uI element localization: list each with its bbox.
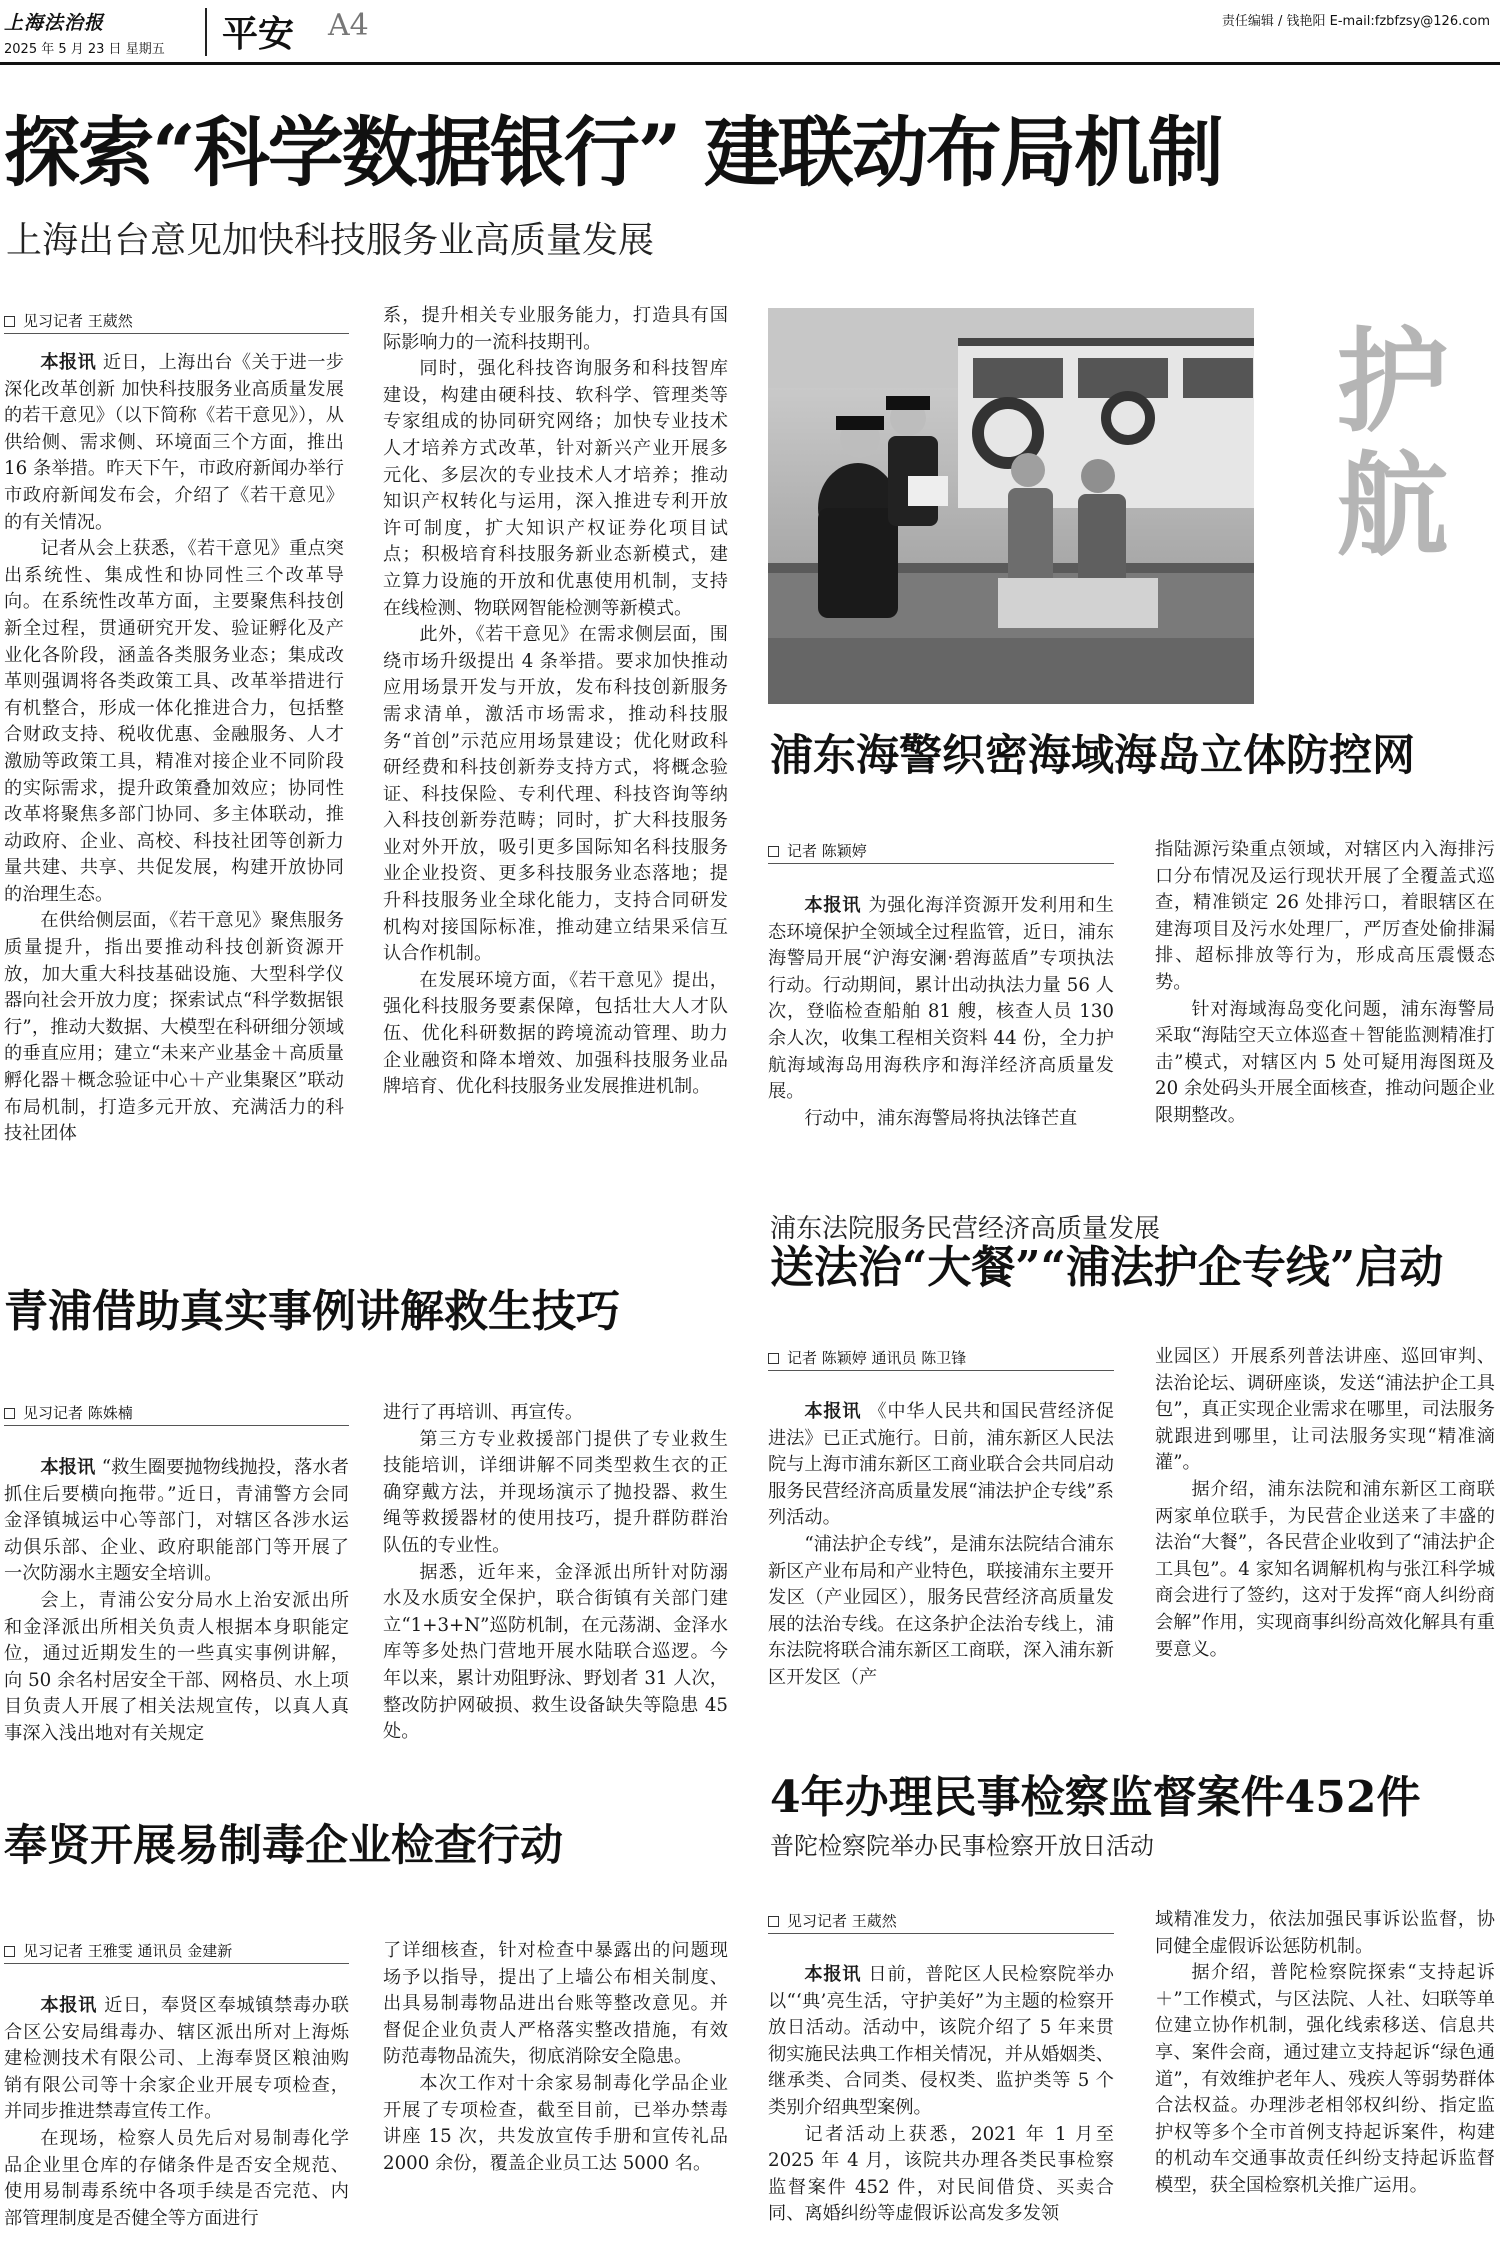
article-paragraph (383, 2071, 728, 2177)
paragraph-text: 系，提升相关专业服务能力，打造具有国际影响力的一流科技期刊。 (383, 305, 728, 353)
photo-story-col-1 (768, 893, 1114, 1132)
dateline-lead: 本报讯 (804, 1401, 869, 1422)
court-col-1 (768, 1399, 1114, 1692)
paragraph-text: 据介绍，浦东法院和浦东新区工商联两家单位联手，为民营企业送来了丰盛的法治“大餐”，各民营企业收到了“浦法护企工具包”。4 家知名调解机构与张江科学城商会进行了签约，这对于发挥“商人纠纷商会解”作用，实现商事纠纷高效化解具有重要意义。 (1155, 1478, 1495, 1660)
photo-story-byline: 记者 陈颖婷 (768, 838, 1114, 864)
putuo-col-2 (1155, 1907, 1495, 2200)
paragraph-text: 了详细核查，针对检查中暴露出的问题现场予以指导，提出了上墙公布相关制度、出具易制毒物品进出台账等整改意见。并督促企业负责人严格落实整改措施，有效防范毒物品流失，彻底消除安全隐患。 (383, 1940, 728, 2068)
lead-byline: 见习记者 王葳然 (4, 308, 349, 334)
article-paragraph (4, 350, 344, 536)
court-kicker: 浦东法院服务民营经济高质量发展 (770, 1214, 1161, 1244)
masthead-rule (0, 62, 1500, 65)
photo-story-col-2 (1155, 837, 1495, 1130)
lead-col-2 (383, 303, 728, 1101)
byline-box-icon (4, 316, 15, 327)
article-paragraph (1155, 837, 1495, 997)
paper-name: 上海法治报 (4, 12, 105, 34)
page-number: A4 (328, 8, 369, 43)
masthead-divider (205, 8, 207, 56)
paragraph-text: 域精准发力，依法加强民事诉讼监督，协同健全虚假诉讼惩防机制。 (1155, 1909, 1495, 1957)
article-paragraph (1155, 1960, 1495, 2199)
editor-info: 责任编辑 / 钱艳阳 E-mail:fzbfzsy@126.com (1221, 14, 1490, 29)
court-byline: 记者 陈颖婷 通讯员 陈卫锋 (768, 1345, 1114, 1371)
byline-box-icon (4, 1946, 15, 1957)
paragraph-text: 《中华人民共和国民营经济促进法》已正式施行。日前，浦东新区人民法院与上海市浦东新区工商业联合会共同启动服务民营经济高质量发展“浦法护企专线”系列活动。 (768, 1401, 1114, 1529)
calligraphy-title: 护航 (1318, 322, 1449, 570)
article-paragraph (768, 1106, 1114, 1133)
article-paragraph (383, 356, 728, 622)
dateline-lead: 本报讯 (40, 352, 103, 373)
paragraph-text: 针对海域海岛变化问题，浦东海警局采取“海陆空天立体巡查＋智能监测精准打击”模式，对辖区内 5 处可疑用海图斑及 20 余处码头开展全面核查，推动问题企业限期整改。 (1155, 998, 1495, 1126)
article-paragraph (383, 968, 728, 1101)
masthead (0, 0, 1500, 62)
court-col-2 (1155, 1344, 1495, 1663)
byline-box-icon (768, 846, 779, 857)
putuo-col-1 (768, 1962, 1114, 2228)
article-paragraph (1155, 1477, 1495, 1663)
article-paragraph (383, 1938, 728, 2071)
paragraph-text: 行动中，浦东海警局将执法锋芒直 (804, 1107, 1078, 1129)
article-paragraph (383, 1427, 728, 1560)
fengxian-headline: 奉贤开展易制毒企业检查行动 (4, 1821, 563, 1871)
issue-date: 2025 年 5 月 23 日 星期五 (4, 42, 165, 57)
article-paragraph (4, 1588, 349, 1748)
dateline-lead: 本报讯 (804, 895, 869, 916)
byline-box-icon (768, 1353, 779, 1364)
paragraph-text: 据悉，近年来，金泽派出所针对防溺水及水质安全保护，联合街镇有关部门建立“1+3+N”巡防机制，在元荡湖、金泽水库等多处热门营地开展水陆联合巡逻。今年以来，累计劝阻野泳、野划者 31 人次，整改防护网破损、救生设备缺失等隐患 45 处。 (383, 1561, 728, 1743)
article-paragraph (4, 1993, 349, 2126)
fengxian-byline: 见习记者 王雅雯 通讯员 金建新 (4, 1938, 349, 1964)
byline-box-icon (4, 1408, 15, 1419)
paragraph-text: 为强化海洋资源开发利用和生态环境保护全领域全过程监管，近日，浦东海警局开展“沪海安澜·碧海蓝盾”专项执法行动。行动期间，累计出动执法力量 56 人次，登临检查船舶 81 艘，核查人员 130 余人次，收集工程相关资料 44 份，全力护航海域海岛用海秩序和海洋经济高质量发展。 (768, 895, 1114, 1103)
paragraph-text: 第三方专业救援部门提供了专业救生技能培训，详细讲解不同类型救生衣的正确穿戴方法，并现场演示了抛投器、救生绳等救援器材的使用技巧，提升群防群治队伍的专业性。 (383, 1428, 728, 1556)
court-headline: 送法治“大餐”“浦法护企专线”启动 (770, 1242, 1444, 1293)
section-name: 平安 (222, 14, 295, 55)
article-paragraph (383, 303, 728, 356)
lead-col-1 (4, 350, 344, 1148)
putuo-headline: 4年办理民事检察监督案件452件 (770, 1772, 1421, 1823)
article-paragraph (768, 2122, 1114, 2228)
article-paragraph (383, 622, 728, 968)
paragraph-text: 业园区）开展系列普法讲座、巡回审判、法治论坛、调研座谈，发送“浦法护企工具包”，真正实现企业需求在哪里，司法服务就跟进到哪里，让司法服务实现“精准滴灌”。 (1155, 1346, 1495, 1474)
article-paragraph (1155, 1344, 1495, 1477)
dateline-lead: 本报讯 (804, 1964, 869, 1985)
article-paragraph (4, 1455, 349, 1588)
article-paragraph (768, 1962, 1114, 2122)
fengxian-col-2 (383, 1938, 728, 2177)
article-paragraph (4, 536, 344, 908)
article-paragraph (768, 1399, 1114, 1532)
article-paragraph (383, 1400, 728, 1427)
paragraph-text: 记者从会上获悉，《若干意见》重点突出系统性、集成性和协同性三个改革导向。在系统性改革方面，主要聚焦科技创新全过程，贯通研究开发、验证孵化及产业化各阶段，涵盖各类服务业态；集成改革则强调将各类政策工具、改革举措进行有机整合，形成一体化推进合力，包括整合财政支持、税收优惠、金融服务、人才激励等政策工具，精准对接企业不同阶段的实际需求，提升政策叠加效应；协同性改革将聚焦多部门协同、多主体联动，推动政府、企业、高校、科技社团等创新力量共建、共享、共促发展，构建开放协同的治理生态。 (4, 538, 344, 905)
paragraph-text: 指陆源污染重点领域，对辖区内入海排污口分布情况及运行现状开展了全覆盖式巡查，精准锁定 26 处排污口，着眼辖区在建海项目及污水处理厂，严厉查处偷排漏排、超标排放等行为，形成高压震慑态势。 (1155, 839, 1495, 993)
paragraph-text: 近日，奉贤区奉城镇禁毒办联合区公安局缉毒办、辖区派出所对上海烁建检测技术有限公司、上海奉贤区粮油购销有限公司等十余家企业开展专项检查，并同步推进禁毒宣传工作。 (4, 1995, 349, 2123)
article-paragraph (768, 893, 1114, 1106)
article-paragraph (383, 1560, 728, 1746)
article-paragraph (1155, 1907, 1495, 1960)
qingpu-byline: 见习记者 陈姝楠 (4, 1400, 349, 1426)
article-paragraph (4, 2126, 349, 2232)
paragraph-text: 记者活动上获悉，2021 年 1 月至 2025 年 4 月，该院共办理各类民事检察监督案件 452 件，对民间借贷、买卖合同、离婚纠纷等虚假诉讼高发多发领 (768, 2123, 1114, 2225)
article-paragraph (768, 1532, 1114, 1692)
putuo-byline: 见习记者 王葳然 (768, 1908, 1114, 1934)
putuo-subheadline: 普陀检察院举办民事检察开放日活动 (770, 1832, 1154, 1860)
article-paragraph (1155, 997, 1495, 1130)
paragraph-text: 日前，普陀区人民检察院举办以“‘典’亮生活，守护美好”为主题的检察开放日活动。活动中，该院介绍了 5 年来贯彻实施民法典工作相关情况，并从婚姻类、继承类、合同类、侵权类、监护类等 5 个类别介绍典型案例。 (768, 1964, 1114, 2118)
lead-subheadline: 上海出台意见加快科技服务业高质量发展 (6, 220, 655, 261)
dateline-lead: 本报讯 (40, 1995, 105, 2016)
lead-headline: 探索“科学数据银行” 建联动布局机制 (4, 108, 1222, 197)
paragraph-text: 此外，《若干意见》在需求侧层面，围绕市场升级提出 4 条举措。要求加快推动应用场景开发与开放，发布科技创新服务需求清单，激活市场需求，推动科技服务“首创”示范应用场景建设；优化财政科研经费和科技创新券支持方式，将概念验证、科技保险、专利代理、科技咨询等纳入科技创新券范畴；同时，扩大科技服务业对外开放，吸引更多国际知名科技服务业企业投资、更多科技服务业态落地；提升科技服务业全球化能力，支持合同研发机构对接国际标准，推动建立结果采信互认合作机制。 (383, 624, 728, 965)
qingpu-col-1 (4, 1455, 349, 1748)
paragraph-text: 同时，强化科技咨询服务和科技智库建设，构建由硬科技、软科学、管理类等专家组成的协同研究网络；加快专业技术人才培养方式改革，针对新兴产业开展多元化、多层次的专业技术人才培养；推动知识产权转化与运用，深入推进专利开放许可制度，扩大知识产权证券化项目试点；积极培育科技服务新业态新模式，建立算力设施的开放和优惠使用机制，支持在线检测、物联网智能检测等新模式。 (383, 358, 728, 619)
paragraph-text: 近日，上海出台《关于进一步深化改革创新 加快科技服务业高质量发展的若干意见》（以下简称《若干意见》），从供给侧、需求侧、环境面三个方面，推出 16 条举措。昨天下午，市政府新闻办举行市政府新闻发布会，介绍了《若干意见》的有关情况。 (4, 352, 344, 533)
qingpu-col-2 (383, 1400, 728, 1746)
dateline-lead: 本报讯 (40, 1457, 102, 1478)
photo-story-headline: 浦东海警织密海域海岛立体防控网 (770, 731, 1415, 781)
fengxian-col-1 (4, 1993, 349, 2232)
paragraph-text: 本次工作对十余家易制毒化学品企业开展了专项检查，截至目前，已举办禁毒讲座 15 次，共发放宣传手册和宣传礼品 2000 余份，覆盖企业员工达 5000 名。 (383, 2072, 728, 2174)
paragraph-text: 进行了再培训、再宣传。 (383, 1402, 584, 1423)
paragraph-text: 据介绍，普陀检察院探索“支持起诉＋”工作模式，与区法院、人社、妇联等单位建立协作机制，强化线索移送、信息共享、案件会商，通过建立支持起诉“绿色通道”，有效维护老年人、残疾人等弱势群体合法权益。办理涉老相邻权纠纷、指定监护权等多个全市首例支持起诉案件，构建的机动车交通事故责任纠纷支持起诉监督模型，获全国检察机关推广运用。 (1155, 1962, 1495, 2196)
article-paragraph (4, 908, 344, 1147)
paragraph-text: “救生圈要抛物线抛投，落水者抓住后要横向拖带。”近日，青浦警方会同金泽镇城运中心等部门，对辖区各涉水运动俱乐部、企业、政府职能部门等开展了一次防溺水主题安全培训。 (4, 1457, 349, 1585)
paragraph-text: 在供给侧层面，《若干意见》聚焦服务质量提升，指出要推动科技创新资源开放，加大重大科技基础设施、大型科学仪器向社会开放力度；探索试点“科学数据银行”，推动大数据、大模型在科研细分领域的垂直应用；建立“未来产业基金＋高质量孵化器＋概念验证中心＋产业集聚区”联动布局机制，打造多元开放、充满活力的科技社团体 (4, 910, 344, 1145)
byline-box-icon (768, 1916, 779, 1927)
coast-guard-photo (768, 308, 1254, 704)
paragraph-text: 在发展环境方面，《若干意见》提出，强化科技服务要素保障，包括壮大人才队伍、优化科研数据的跨境流动管理、助力企业融资和降本增效、加强科技服务业品牌培育、优化科技服务业发展推进机制。 (383, 969, 728, 1098)
photo-scene-illustration (768, 308, 1254, 704)
paragraph-text: 在现场，检察人员先后对易制毒化学品企业里仓库的存储条件是否安全规范、使用易制毒系统中各项手续是否完范、内部管理制度是否健全等方面进行 (4, 2127, 349, 2229)
paragraph-text: 会上，青浦公安分局水上治安派出所和金泽派出所相关负责人根据本身职能定位，通过近期发生的一些真实事例讲解，向 50 余名村居安全干部、网格员、水上项目负责人开展了相关法规宣传，以真人真事深入浅出地对有关规定 (4, 1589, 349, 1744)
qingpu-headline: 青浦借助真实事例讲解救生技巧 (4, 1286, 620, 1337)
paragraph-text: “浦法护企专线”，是浦东法院结合浦东新区产业布局和产业特色，联接浦东主要开发区（产业园区），服务民营经济高质量发展的法治专线。在这条护企法治专线上，浦东法院将联合浦东新区工商联，深入浦东新区开发区（产 (768, 1533, 1114, 1688)
